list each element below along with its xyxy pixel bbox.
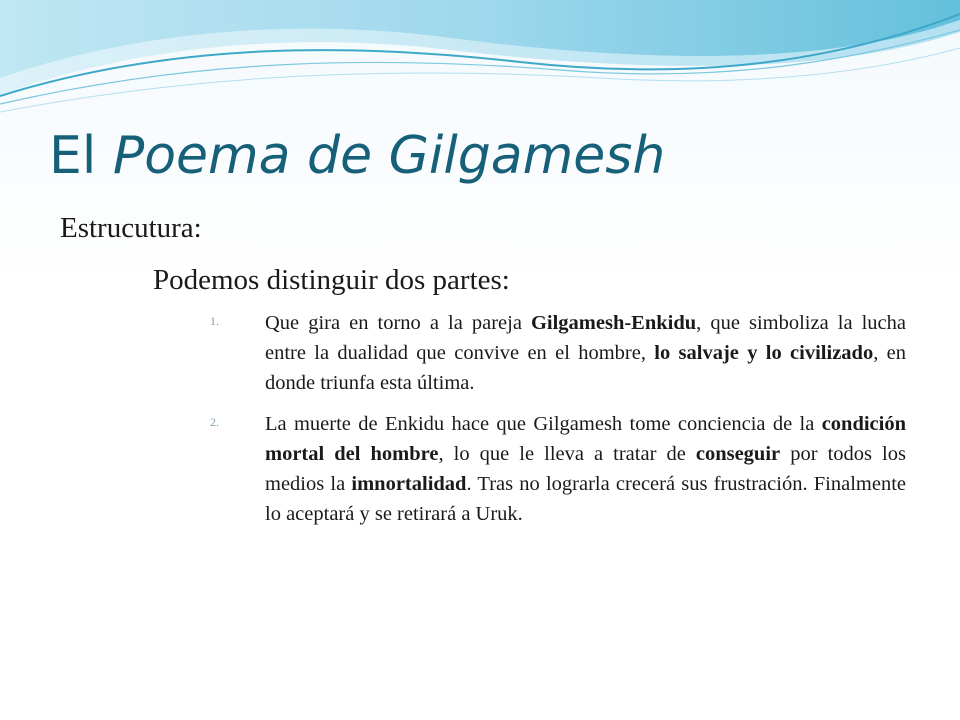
bold-segment: conseguir: [695, 443, 781, 465]
text-segment: por todos los medios la: [265, 443, 906, 495]
decorative-wave-header: [0, 0, 960, 130]
slide-title: [49, 116, 665, 196]
text-segment: La muerte de Enkidu hace que Gilgamesh tome conciencia de la: [265, 413, 822, 435]
title-italic: Poema de Gilgamesh: [112, 126, 666, 186]
list-item-text: [265, 308, 906, 398]
section-subheading: Podemos distinguir dos partes:: [153, 264, 510, 296]
text-segment: , lo que le lleva a tratar de: [438, 443, 696, 465]
bold-segment: imnortalidad: [351, 473, 467, 495]
text-segment: . Tras no lograrla crecerá sus frustración. Finalmente lo aceptará y se retirará a Uruk.: [265, 473, 906, 525]
list-number: 1.: [210, 314, 219, 328]
text-segment: , en donde triunfa esta última.: [265, 342, 906, 394]
list-item: [206, 409, 906, 529]
list-item: [206, 308, 906, 398]
list-item-text: [265, 409, 906, 529]
numbered-list: [206, 308, 906, 540]
list-number: 2.: [210, 415, 219, 429]
text-segment: , que simboliza la lucha entre la dualidad que convive en el hombre,: [265, 312, 906, 364]
section-heading: Estrucutura:: [60, 212, 202, 244]
text-segment: Que gira en torno a la pareja: [265, 312, 531, 334]
bold-segment: Gilgamesh-Enkidu: [530, 312, 697, 334]
bold-segment: condición mortal del hombre: [265, 413, 906, 465]
title-prefix: El: [49, 126, 113, 186]
bold-segment: lo salvaje y lo civilizado: [654, 342, 874, 364]
